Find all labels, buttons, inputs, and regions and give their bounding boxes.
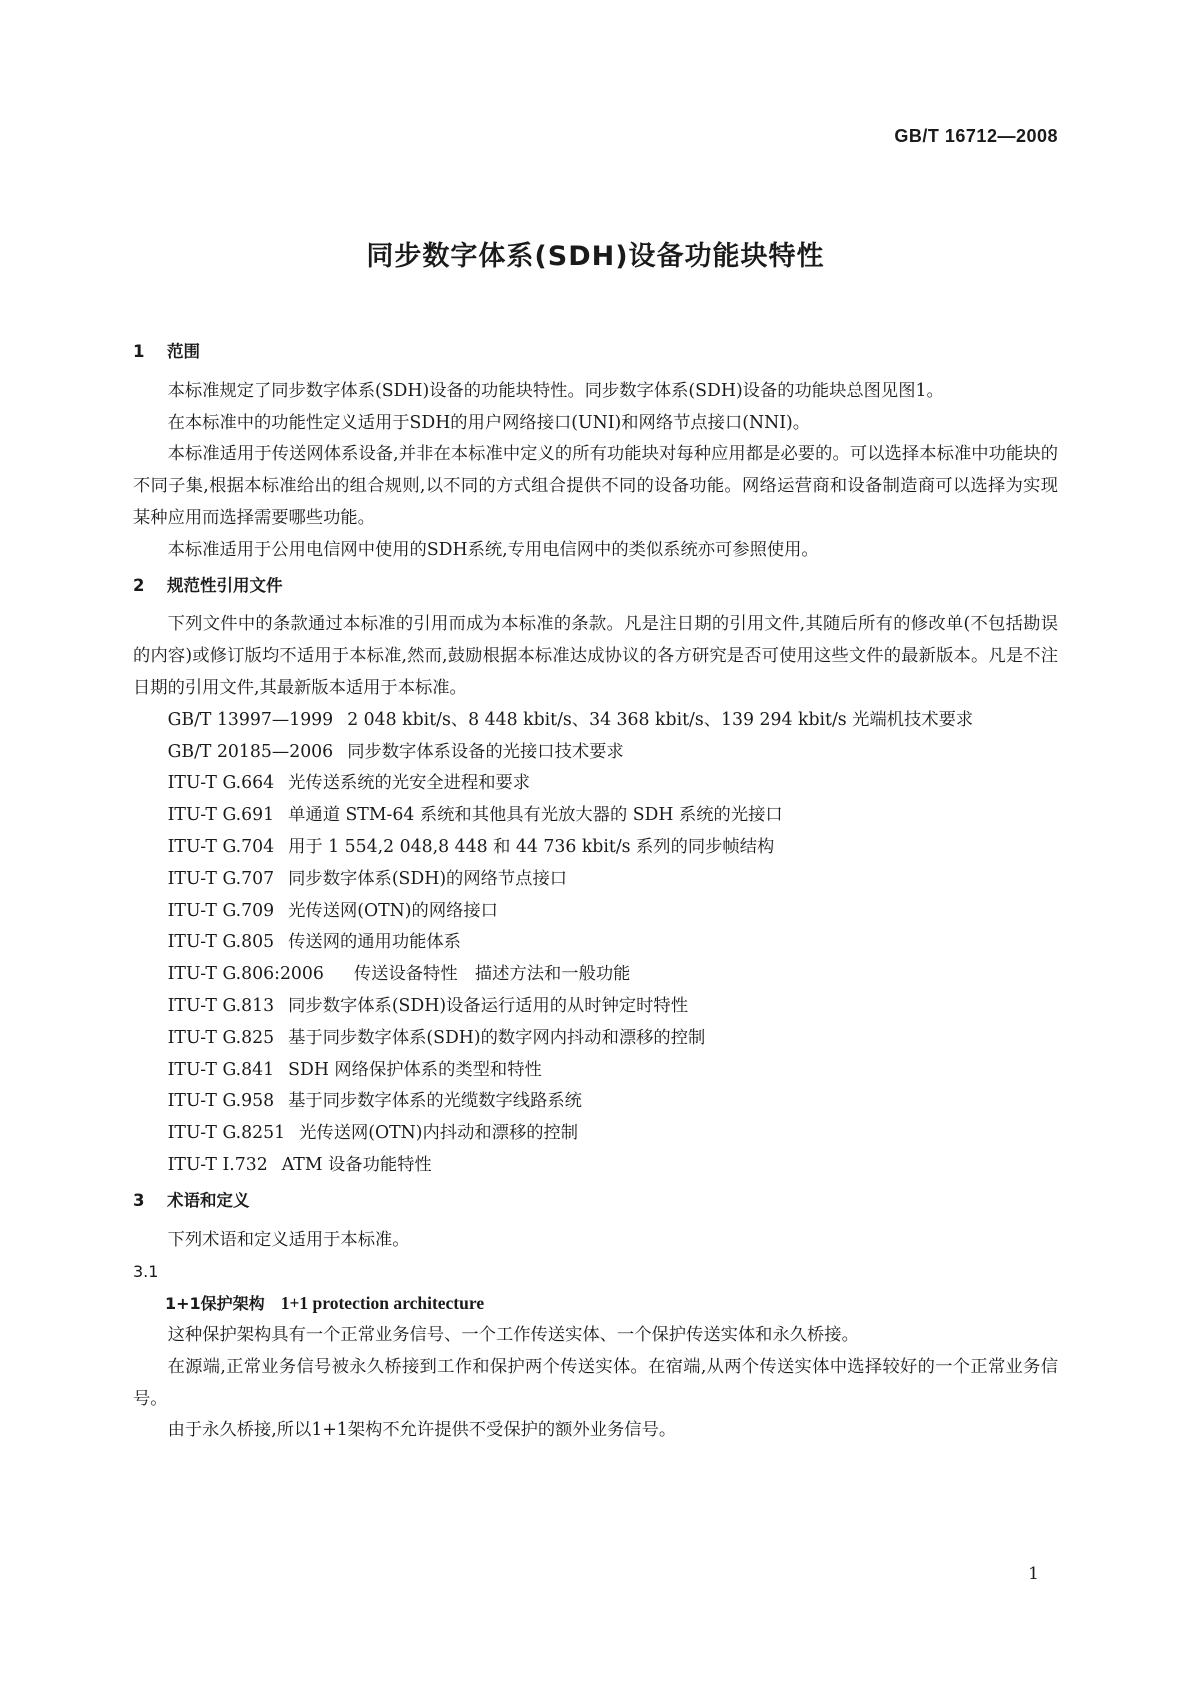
section-2-heading xyxy=(133,570,1058,602)
section-title: 规范性引用文件 xyxy=(167,575,283,595)
reference-code: ITU-T G.8251 xyxy=(167,1123,286,1144)
reference-code: GB/T 13997—1999 xyxy=(167,709,334,730)
term-cn: 1+1保护架构 xyxy=(165,1294,265,1314)
term-number: 3.1 xyxy=(133,1262,159,1282)
reference-item xyxy=(133,1055,1058,1087)
reference-code: ITU-T G.707 xyxy=(167,868,275,889)
paragraph: 由于永久桥接,所以1+1架构不允许提供不受保护的额外业务信号。 xyxy=(167,1420,677,1441)
section-number: 2 xyxy=(133,575,145,595)
document-title: 同步数字体系(SDH)设备功能块特性 xyxy=(366,241,825,272)
section-1-heading xyxy=(133,336,1058,368)
paragraph: 在本标准中的功能性定义适用于SDH的用户网络接口(UNI)和网络节点接口(NNI)。 xyxy=(167,412,811,433)
reference-item xyxy=(133,1150,1058,1182)
reference-code: ITU-T I.732 xyxy=(167,1154,268,1175)
reference-title: 传送设备特性 描述方法和一般功能 xyxy=(353,964,631,985)
section-number: 3 xyxy=(133,1190,145,1210)
section-number: 1 xyxy=(133,342,145,361)
paragraph: 这种保护架构具有一个正常业务信号、一个工作传送实体、一个保护传送实体和永久桥接。 xyxy=(167,1324,859,1345)
paragraph: 本标准规定了同步数字体系(SDH)设备的功能块特性。同步数字体系(SDH)设备的功能块总图见图1。 xyxy=(167,380,944,401)
reference-code: ITU-T G.691 xyxy=(167,805,275,826)
reference-code: ITU-T G.813 xyxy=(167,995,275,1016)
reference-title: 光传送网(OTN)内抖动和漂移的控制 xyxy=(299,1123,579,1144)
reference-title: 传送网的通用功能体系 xyxy=(288,932,461,953)
reference-item xyxy=(133,927,1058,959)
document-body xyxy=(133,336,1058,1447)
reference-title: ATM 设备功能特性 xyxy=(281,1154,432,1175)
reference-title: 2 048 kbit/s、8 448 kbit/s、34 368 kbit/s、139 294 kbit/s 光端机技术要求 xyxy=(347,709,974,730)
reference-list xyxy=(133,705,1058,1182)
section-title: 范围 xyxy=(167,342,200,361)
term-en: 1+1 protection architecture xyxy=(280,1293,485,1314)
reference-item xyxy=(133,768,1058,800)
paragraph: 本标准适用于公用电信网中使用的SDH系统,专用电信网中的类似系统亦可参照使用。 xyxy=(167,539,819,560)
page-number: 1 xyxy=(1028,1564,1039,1584)
reference-item xyxy=(133,991,1058,1023)
reference-code: ITU-T G.664 xyxy=(167,773,275,794)
term-title xyxy=(133,1288,1058,1320)
reference-item xyxy=(133,1118,1058,1150)
paragraph: 下列术语和定义适用于本标准。 xyxy=(167,1229,410,1250)
reference-title: 单通道 STM-64 系统和其他具有光放大器的 SDH 系统的光接口 xyxy=(288,805,783,826)
reference-title: 光传送网(OTN)的网络接口 xyxy=(288,900,498,921)
reference-title: 基于同步数字体系(SDH)的数字网内抖动和漂移的控制 xyxy=(288,1027,706,1048)
reference-item xyxy=(133,896,1058,928)
reference-code: ITU-T G.841 xyxy=(167,1059,275,1080)
reference-code: ITU-T G.704 xyxy=(167,836,275,857)
reference-code: ITU-T G.806:2006 xyxy=(167,964,324,985)
paragraph: 在源端,正常业务信号被永久桥接到工作和保护两个传送实体。在宿端,从两个传送实体中选择较好的一个正常业务信号。 xyxy=(133,1356,1058,1409)
paragraph: 下列文件中的条款通过本标准的引用而成为本标准的条款。凡是注日期的引用文件,其随后所有的修改单(不包括勘误的内容)或修订版均不适用于本标准,然而,鼓励根据本标准达成协议的各方研究是否可使用这些文件的最新版本。凡是不注日期的引用文件,其最新版本适用于本标准。 xyxy=(133,614,1058,698)
reference-item xyxy=(133,959,1058,991)
paragraph: 本标准适用于传送网体系设备,并非在本标准中定义的所有功能块对每种应用都是必要的。可以选择本标准中功能块的不同子集,根据本标准给出的组合规则,以不同的方式组合提供不同的设备功能。网络运营商和设备制造商可以选择为实现某种应用而选择需要哪些功能。 xyxy=(133,444,1058,528)
reference-title: 同步数字体系(SDH)设备运行适用的从时钟定时特性 xyxy=(288,995,688,1016)
standard-number: GB/T 16712—2008 xyxy=(894,126,1058,146)
section-title: 术语和定义 xyxy=(167,1190,250,1210)
reference-item xyxy=(133,832,1058,864)
reference-item xyxy=(133,737,1058,769)
reference-code: ITU-T G.958 xyxy=(167,1091,275,1112)
section-3-heading xyxy=(133,1185,1058,1217)
reference-title: 同步数字体系设备的光接口技术要求 xyxy=(347,741,624,762)
reference-title: SDH 网络保护体系的类型和特性 xyxy=(288,1059,542,1080)
reference-item xyxy=(133,800,1058,832)
reference-title: 基于同步数字体系的光缆数字线路系统 xyxy=(288,1091,582,1112)
reference-code: ITU-T G.805 xyxy=(167,932,275,953)
reference-item xyxy=(133,1023,1058,1055)
reference-item xyxy=(133,1086,1058,1118)
reference-item xyxy=(133,705,1058,737)
reference-code: ITU-T G.709 xyxy=(167,900,275,921)
reference-item xyxy=(133,864,1058,896)
reference-title: 用于 1 554,2 048,8 448 和 44 736 kbit/s 系列的同步帧结构 xyxy=(288,836,775,857)
reference-title: 同步数字体系(SDH)的网络节点接口 xyxy=(288,868,568,889)
reference-code: GB/T 20185—2006 xyxy=(167,741,334,762)
reference-code: ITU-T G.825 xyxy=(167,1027,275,1048)
reference-title: 光传送系统的光安全进程和要求 xyxy=(288,773,531,794)
